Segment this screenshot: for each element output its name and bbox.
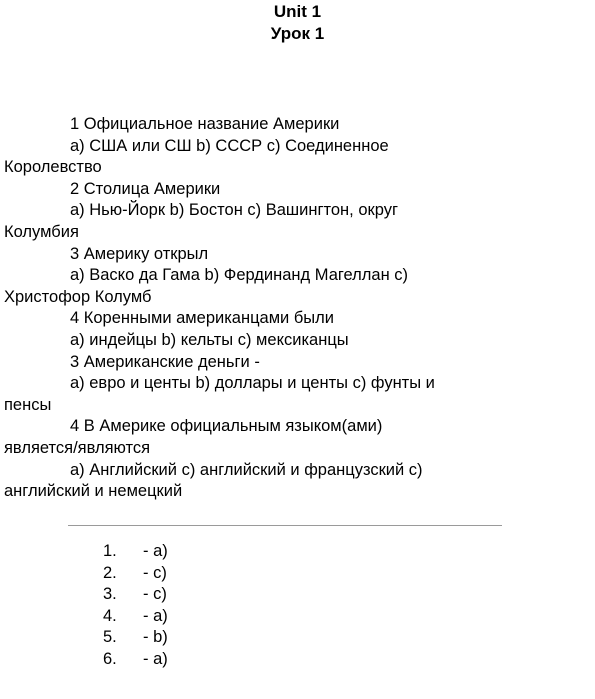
answer-value: - c) [143, 585, 167, 604]
answer-item [0, 606, 595, 628]
answer-number: 6. [103, 649, 117, 668]
text-line: a) Нью-Йорк b) Бостон c) Вашингтон, округ [70, 201, 398, 220]
text-line: 3 Американские деньги - [70, 352, 260, 371]
text-line: является/являются [4, 438, 151, 457]
answer-item [0, 584, 595, 606]
answer-item [0, 541, 595, 563]
answer-item [0, 649, 595, 671]
text-line: 4 В Америке официальным языком(ами) [70, 417, 383, 436]
quiz-text [4, 114, 492, 503]
answer-value: - a) [143, 542, 168, 560]
text-line: a) Английский c) английский и французский c) [70, 460, 423, 479]
horizontal-rule [68, 525, 502, 526]
answer-number: 3. [103, 585, 117, 604]
answer-value: - b) [143, 628, 168, 647]
answer-number: 1. [103, 542, 117, 560]
answer-number: 5. [103, 628, 117, 647]
unit-title: Unit 1 [273, 2, 322, 21]
answer-item [0, 563, 595, 585]
text-line: пенсы [4, 395, 52, 414]
answer-list [0, 541, 595, 671]
text-line: a) США или СШ b) СССР c) Соединенное [70, 136, 389, 155]
text-line: 2 Столица Америки [70, 179, 221, 198]
text-line: 1 Официальное название Америки [70, 115, 340, 133]
answer-number: 2. [103, 563, 117, 582]
answer-value: - a) [143, 606, 168, 625]
lesson-title: Урок 1 [270, 24, 325, 43]
answer-value: - a) [143, 649, 168, 668]
text-line: a) индейцы b) кельты c) мексиканцы [70, 330, 349, 349]
text-line: a) евро и центы b) доллары и центы c) фунты и [70, 374, 435, 393]
text-line: Колумбия [4, 222, 79, 241]
text-line: Христофор Колумб [4, 287, 152, 306]
text-line: 3 Америку открыл [70, 244, 209, 263]
answer-item [0, 627, 595, 649]
answer-value: - c) [143, 563, 167, 582]
answer-number: 4. [103, 606, 117, 625]
text-line: Королевство [4, 158, 102, 177]
text-line: a) Васко да Гама b) Фердинанд Магеллан c) [70, 266, 409, 285]
text-line: английский и немецкий [4, 482, 183, 501]
text-line: 4 Коренными американцами были [70, 309, 335, 328]
